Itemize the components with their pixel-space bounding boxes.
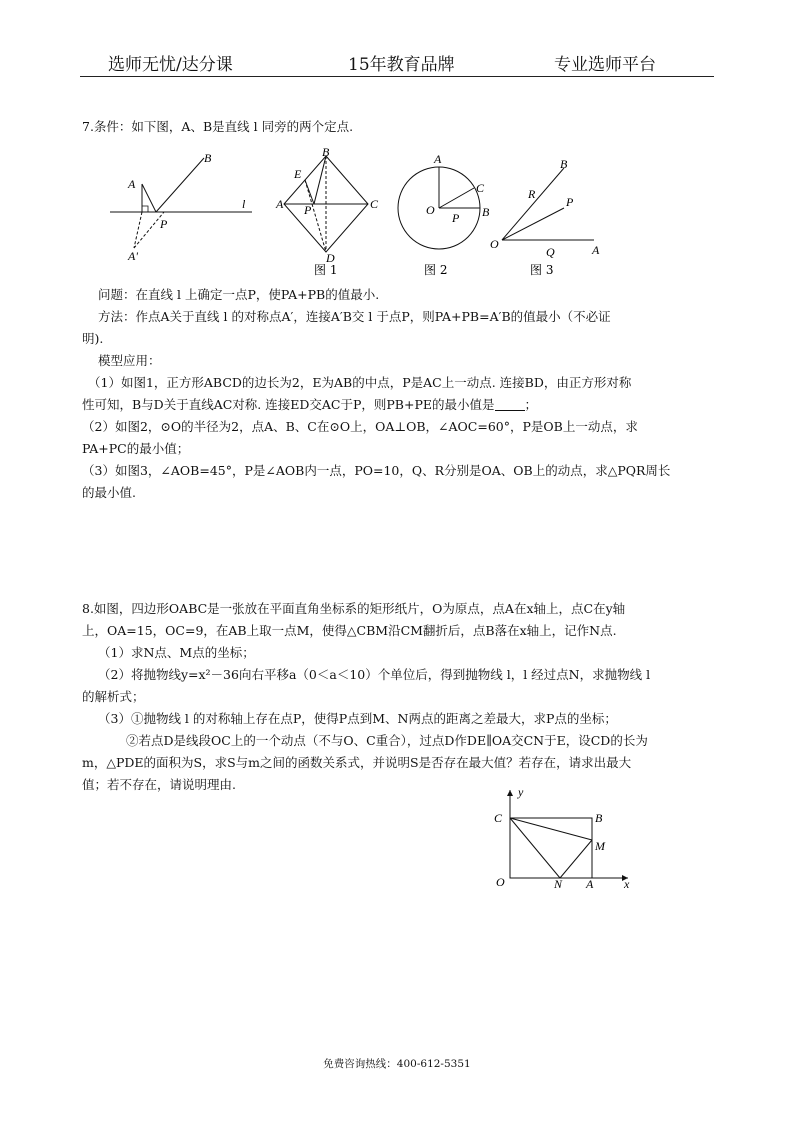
q8-item1: （1）求N点、M点的坐标； xyxy=(98,645,255,660)
q7-item3-line2: 的最小值. xyxy=(82,485,136,500)
q7-problem: 问题：在直线 l 上确定一点P，使PA+PB的值最小. xyxy=(98,287,380,302)
q8-figure-coordinate xyxy=(488,784,638,894)
q7-item1-line1: （1）如图1，正方形ABCD的边长为2，E为AB的中点，P是AC上一动点. 连接BD，由正方形对称 xyxy=(88,375,632,390)
q7-figure-1-square xyxy=(276,146,386,278)
label-p: P xyxy=(160,217,168,231)
q8-item2-line2: 的解析式； xyxy=(82,689,145,704)
q7-item1-end: ； xyxy=(524,397,538,412)
label-b: B xyxy=(482,205,490,219)
label-n: N xyxy=(554,877,563,891)
label-y: y xyxy=(518,785,524,799)
q8-item3-line3: m，△PDE的面积为S，求S与m之间的函数关系式，并说明S是否存在最大值？若存在，请求出最大 xyxy=(82,755,632,770)
label-b: B xyxy=(595,811,603,825)
q7-figure-reflection xyxy=(104,150,264,265)
q8-line1: 8.如图，四边形OABC是一张放在平面直角坐标系的矩形纸片，O为原点，点A在x轴上，点C在y轴 xyxy=(82,601,626,616)
q8-item3-line1: （3）①抛物线 l 的对称轴上存在点P，使得P点到M、N两点的距离之差最大，求P点的坐标； xyxy=(98,711,617,726)
label-r: R xyxy=(528,187,536,201)
label-o: O xyxy=(426,203,435,217)
label-x: x xyxy=(624,877,630,891)
figure-3-caption: 图 3 xyxy=(530,263,554,277)
label-c: C xyxy=(476,181,485,195)
figure-2-caption: 图 2 xyxy=(424,263,448,277)
label-a-prime: A' xyxy=(128,249,138,263)
q7-title: 7.条件：如下图，A、B是直线 l 同旁的两个定点. xyxy=(82,119,354,134)
q7-figure-3-angle xyxy=(488,150,608,278)
label-o: O xyxy=(490,237,499,251)
label-p: P xyxy=(566,195,574,209)
label-a: A xyxy=(592,243,600,257)
q7-model-heading: 模型应用： xyxy=(98,353,161,368)
q7-item3-line1: （3）如图3，∠AOB=45°，P是∠AOB内一点，PO=10，Q、R分别是OA、OB上的动点，求△PQR周长 xyxy=(82,463,671,478)
label-e: E xyxy=(294,167,302,181)
label-p: P xyxy=(304,203,312,217)
q7-item2-line1: （2）如图2，⊙O的半径为2，点A、B、C在⊙O上，OA⊥OB，∠AOC=60°，P是OB上一动点，求 xyxy=(82,419,638,434)
label-a: A xyxy=(434,152,442,166)
figure-1-caption: 图 1 xyxy=(314,263,338,277)
q8-line2: 上，OA=15，OC=9，在AB上取一点M，使得△CBM沿CM翻折后，点B落在x轴上，记作N点. xyxy=(82,623,617,638)
q7-method-line2: 明). xyxy=(82,331,104,346)
label-c: C xyxy=(370,197,379,211)
label-p: P xyxy=(452,211,460,225)
label-l: l xyxy=(242,197,246,211)
label-c: C xyxy=(494,811,503,825)
label-b: B xyxy=(204,151,212,165)
page-header xyxy=(80,48,714,77)
label-q: Q xyxy=(546,245,555,259)
label-b: B xyxy=(560,157,568,171)
label-o: O xyxy=(496,875,505,889)
label-m: M xyxy=(595,839,605,853)
label-a: A xyxy=(128,177,136,191)
footer-hotline: 免费咨询热线：400-612-5351 xyxy=(323,1058,471,1070)
header-slogan: 15年教育品牌 xyxy=(348,55,455,75)
q7-item1-text: 性可知，B与D关于直线AC对称. 连接ED交AC于P，则PB+PE的最小值是 xyxy=(82,397,495,412)
q7-item2-line2: PA+PC的最小值； xyxy=(82,441,190,456)
label-b: B xyxy=(322,145,330,159)
q8-item3-line2: ②若点D是线段OC上的一个动点（不与O、C重合），过点D作DE∥OA交CN于E，设CD的长为 xyxy=(126,733,648,748)
q7-method-line1: 方法：作点A关于直线 l 的对称点A′，连接A′B交 l 于点P，则PA+PB=A′B的值最小（不必证 xyxy=(98,309,611,324)
q8-item2-line1: （2）将抛物线y=x²－36向右平移a（0＜a＜10）个单位后，得到抛物线 l，l 经过点N，求抛物线 l xyxy=(98,667,651,682)
answer-blank[interactable] xyxy=(495,398,525,411)
q7-figure-2-circle xyxy=(396,150,500,278)
label-a: A xyxy=(586,877,594,891)
header-brand: 选师无忧/达分课 xyxy=(108,55,233,75)
q8-item3-line4: 值；若不存在，请说明理由. xyxy=(82,777,236,792)
header-platform: 专业选师平台 xyxy=(554,55,656,75)
label-d: D xyxy=(326,251,335,265)
label-a: A xyxy=(276,197,284,211)
q7-item1-line2 xyxy=(82,394,714,416)
